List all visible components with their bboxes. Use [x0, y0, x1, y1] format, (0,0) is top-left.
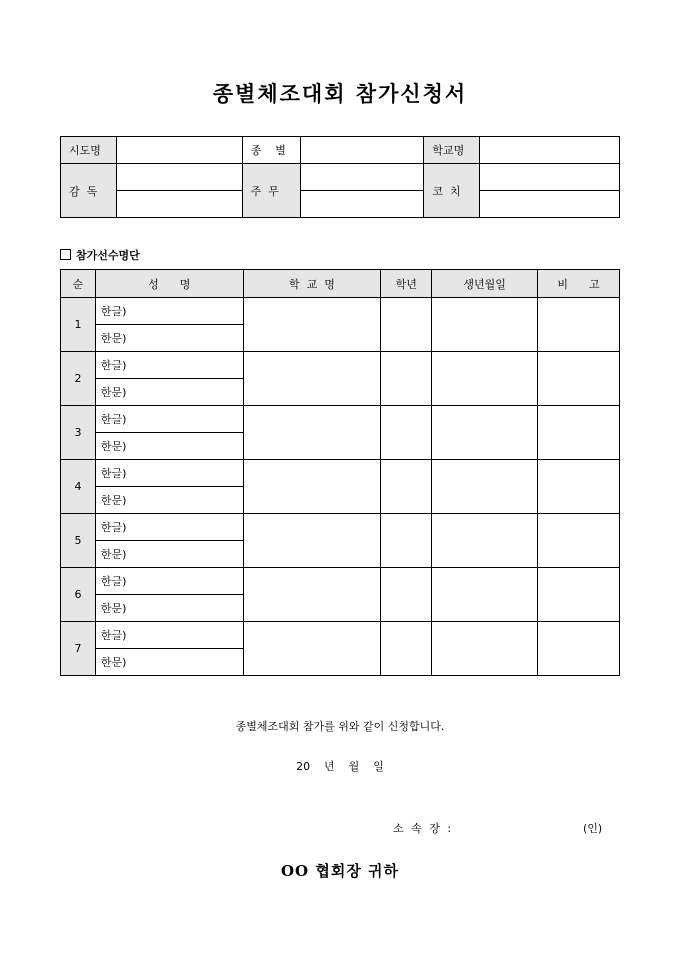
name-hanja-field[interactable]: 한문)	[95, 595, 243, 622]
checkbox-square-icon	[60, 249, 71, 260]
name-hanja-field[interactable]: 한문)	[95, 541, 243, 568]
section-heading-text: 참가선수명단	[76, 249, 140, 262]
header-birthdate: 생년월일	[432, 270, 538, 298]
coach-label: 코 치	[424, 164, 480, 218]
remarks-cell[interactable]	[538, 298, 620, 352]
school-cell[interactable]	[243, 568, 381, 622]
name-hanja-field[interactable]: 한문)	[95, 379, 243, 406]
birthdate-cell[interactable]	[432, 298, 538, 352]
division-field[interactable]	[300, 137, 424, 164]
header-remarks: 비 고	[538, 270, 620, 298]
school-field[interactable]	[480, 137, 620, 164]
header-number: 순	[61, 270, 96, 298]
name-hanja-field[interactable]: 한문)	[95, 487, 243, 514]
row-number: 7	[61, 622, 96, 676]
remarks-cell[interactable]	[538, 406, 620, 460]
director-field-1[interactable]	[116, 164, 242, 191]
header-school: 학 교 명	[243, 270, 381, 298]
birthdate-cell[interactable]	[432, 352, 538, 406]
chief-label: 주 무	[242, 164, 300, 218]
division-label: 종 별	[242, 137, 300, 164]
school-cell[interactable]	[243, 460, 381, 514]
row-number: 5	[61, 514, 96, 568]
header-grade: 학년	[381, 270, 432, 298]
school-cell[interactable]	[243, 352, 381, 406]
section-heading	[60, 247, 140, 263]
row-number: 3	[61, 406, 96, 460]
birthdate-cell[interactable]	[432, 460, 538, 514]
name-korean-field[interactable]: 한글)	[95, 406, 243, 433]
director-field-2[interactable]	[116, 191, 242, 218]
name-korean-field[interactable]: 한글)	[95, 514, 243, 541]
remarks-cell[interactable]	[538, 460, 620, 514]
name-korean-field[interactable]: 한글)	[95, 352, 243, 379]
name-hanja-field[interactable]: 한문)	[95, 649, 243, 676]
remarks-cell[interactable]	[538, 514, 620, 568]
name-korean-field[interactable]: 한글)	[95, 460, 243, 487]
header-name: 성 명	[95, 270, 243, 298]
chief-field-2[interactable]	[300, 191, 424, 218]
grade-cell[interactable]	[381, 514, 432, 568]
signature-label: 소 속 장 :	[393, 822, 454, 835]
date-line: 20 년 월 일	[296, 760, 384, 773]
director-label: 감 독	[61, 164, 117, 218]
grade-cell[interactable]	[381, 568, 432, 622]
name-korean-field[interactable]: 한글)	[95, 298, 243, 325]
remarks-cell[interactable]	[538, 568, 620, 622]
document-title: 종별체조대회 참가신청서	[212, 81, 468, 106]
name-hanja-field[interactable]: 한문)	[95, 433, 243, 460]
remarks-cell[interactable]	[538, 352, 620, 406]
row-number: 1	[61, 298, 96, 352]
school-cell[interactable]	[243, 622, 381, 676]
grade-cell[interactable]	[381, 406, 432, 460]
name-korean-field[interactable]: 한글)	[95, 622, 243, 649]
seal-mark: (인)	[583, 822, 603, 835]
school-cell[interactable]	[243, 406, 381, 460]
birthdate-cell[interactable]	[432, 622, 538, 676]
school-cell[interactable]	[243, 514, 381, 568]
chief-field-1[interactable]	[300, 164, 424, 191]
row-number: 2	[61, 352, 96, 406]
recipient-line: OO 협회장 귀하	[280, 862, 400, 880]
coach-field-2[interactable]	[480, 191, 620, 218]
row-number: 4	[61, 460, 96, 514]
grade-cell[interactable]	[381, 460, 432, 514]
school-label: 학교명	[424, 137, 480, 164]
grade-cell[interactable]	[381, 622, 432, 676]
name-hanja-field[interactable]: 한문)	[95, 325, 243, 352]
roster-table	[60, 269, 620, 676]
region-label: 시도명	[61, 137, 117, 164]
statement-text: 종별체조대회 참가를 위와 같이 신청합니다.	[235, 720, 445, 733]
birthdate-cell[interactable]	[432, 568, 538, 622]
region-field[interactable]	[116, 137, 242, 164]
remarks-cell[interactable]	[538, 622, 620, 676]
birthdate-cell[interactable]	[432, 514, 538, 568]
school-cell[interactable]	[243, 298, 381, 352]
birthdate-cell[interactable]	[432, 406, 538, 460]
row-number: 6	[61, 568, 96, 622]
grade-cell[interactable]	[381, 352, 432, 406]
grade-cell[interactable]	[381, 298, 432, 352]
name-korean-field[interactable]: 한글)	[95, 568, 243, 595]
coach-field-1[interactable]	[480, 164, 620, 191]
team-info-table	[60, 136, 620, 218]
